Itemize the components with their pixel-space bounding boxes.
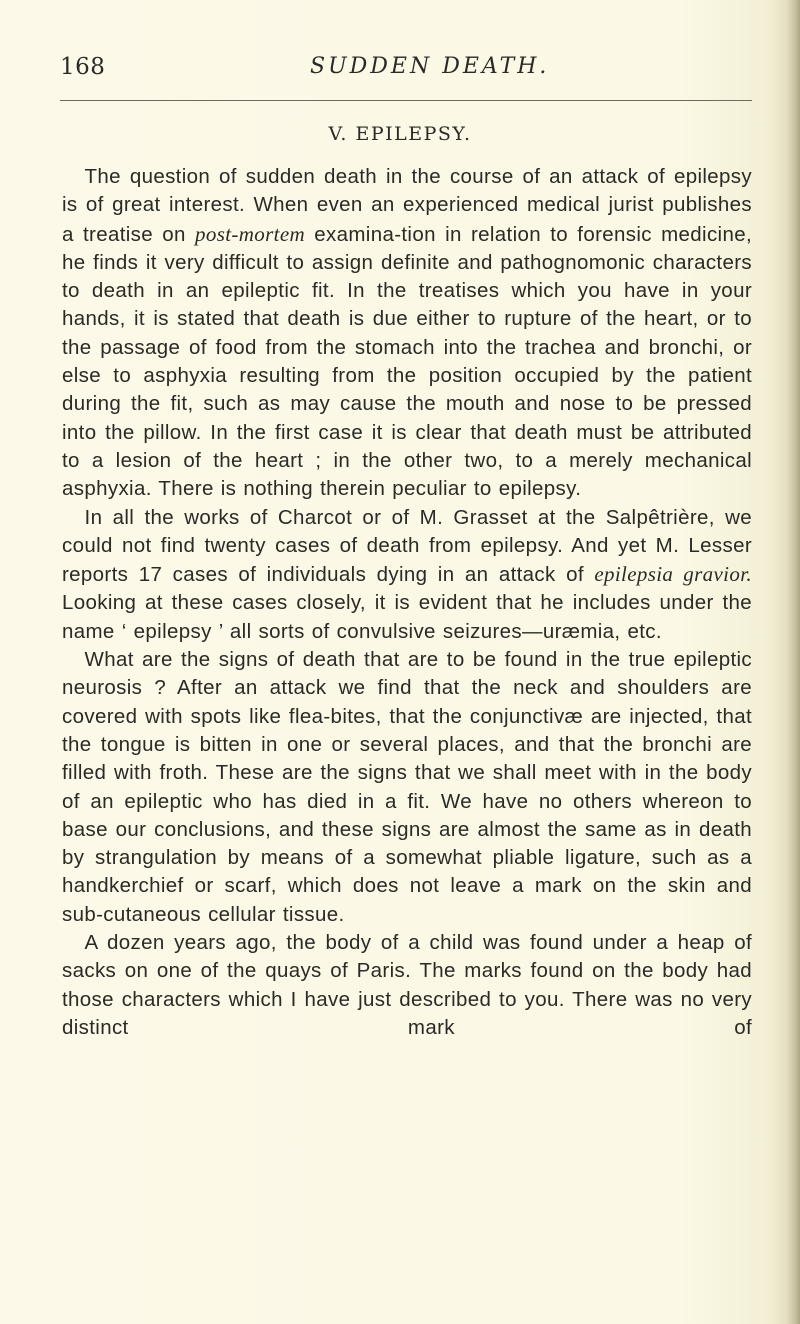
paragraph-2-italic: epilepsia gravior. xyxy=(594,562,752,587)
paragraph-4: A dozen years ago, the body of a child was found under a heap of sacks on one of the quays of Paris. The marks found on the body had those characters which I have just described to you. There was no very distinct mark of xyxy=(62,931,752,1039)
section-heading: V. EPILEPSY. xyxy=(328,123,472,145)
paragraph-1-italic: post-mortem xyxy=(195,221,306,246)
page-edge-shadow xyxy=(786,0,800,1324)
paragraph-1 xyxy=(62,163,752,504)
header-rule xyxy=(60,100,752,101)
paragraph-1-part-a: The question of sudden death in the course of an attack of epilepsy is of great interest. When even an experienced medical jurist publishes a treatise on xyxy=(62,165,752,246)
paragraph-1-part-c: examina-tion in relation to forensic medicine, he finds it very difficult to assign definite and pathognomonic characters to death in an epileptic fit. In the treatises which you have in your hands, it is stated that death is due either to rupture of the heart, or to the passage of food from the stomach into the trachea and bronchi, or else to asphyxia resulting from the position occupied by the patient during the fit, such as may cause the mouth and nose to be pressed into the pillow. In the first case it is clear that death must be attributed to a lesion of the heart ; in the other two, to a merely mechanical asphyxia. There is nothing therein peculiar to epilepsy. xyxy=(62,222,752,501)
running-title: SUDDEN DEATH. xyxy=(310,54,550,79)
paragraph-2-part-a: In all the works of Charcot or of M. Grasset at the Salpêtrière, we could not find twenty cases of death from epilepsy. And yet M. Lesser reports 17 cases of individuals dying in an attack of xyxy=(62,505,752,587)
body-text xyxy=(62,163,752,1042)
running-head xyxy=(60,54,750,94)
page-number: 168 xyxy=(60,54,106,80)
paragraph-3: What are the signs of death that are to be found in the true epileptic neurosis ? After an attack we find that the neck and shoulders are covered with spots like flea-bites, that the conjunctivæ are injected, that the tongue is bitten in one or several places, and that the bronchi are filled with froth. These are the signs that we shall meet with in the body of an epileptic who has died in a fit. We have no others whereon to base our conclusions, and these signs are almost the same as in death by strangulation by means of a somewhat pliable ligature, such as a handkerchief or scarf, which does not leave a mark on the skin and sub-cutaneous cellular tissue. xyxy=(62,648,752,926)
paragraph-2-part-c: Looking at these cases closely, it is evident that he includes under the name ‘ epilepsy ’ all sorts of convulsive seizures—uræmia, etc. xyxy=(62,591,752,643)
paragraph-2 xyxy=(62,504,752,646)
